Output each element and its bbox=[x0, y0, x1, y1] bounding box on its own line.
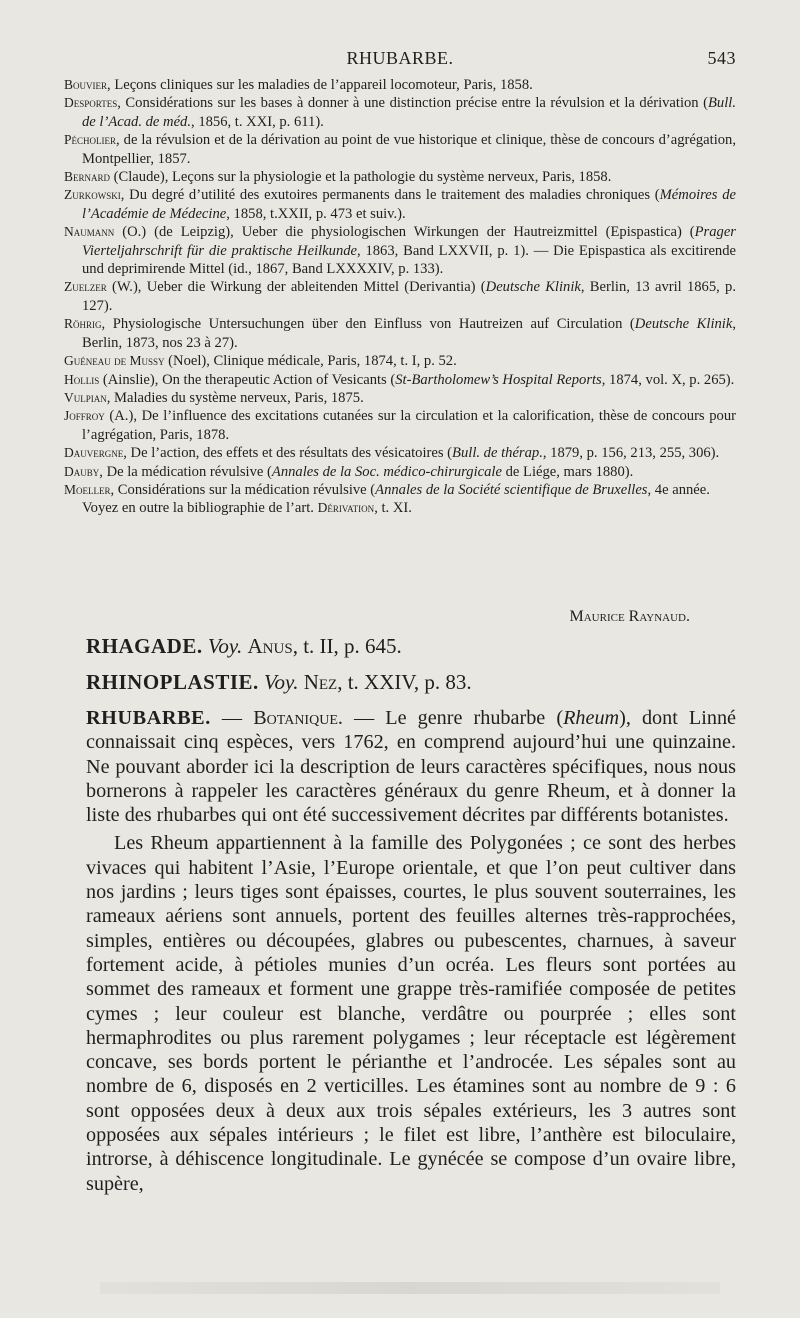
article-dash: — bbox=[210, 707, 254, 729]
cross-reference-headword: RHINOPLASTIE. bbox=[86, 670, 259, 694]
bib-text: , De la médication révulsive ( bbox=[99, 463, 272, 480]
bib-text: , 4e année. bbox=[647, 481, 710, 498]
bib-text: , Maladies du système nerveux, Paris, 1875. bbox=[106, 389, 364, 406]
bib-author: Naumann bbox=[64, 224, 115, 240]
cross-reference-location: , t. XXIV, p. 83. bbox=[337, 670, 472, 694]
bib-text: , Leçons cliniques sur les maladies de l’appareil locomoteur, Paris, 1858. bbox=[107, 77, 533, 93]
bib-journal: Deutsche Klinik bbox=[634, 316, 733, 333]
bib-author: Joffroy bbox=[64, 408, 105, 424]
cross-reference bbox=[86, 634, 402, 659]
cross-reference-location: , t. II, p. 645. bbox=[292, 634, 402, 658]
bibliography-entry bbox=[64, 407, 736, 444]
bib-author: Dauvergne bbox=[64, 445, 124, 461]
bib-journal: Annales de la Société scientifique de Bruxelles bbox=[375, 481, 648, 498]
cross-reference bbox=[86, 670, 472, 695]
bleed-through-footer bbox=[100, 1282, 720, 1294]
see-also-ref: Dérivation bbox=[317, 500, 375, 516]
running-head bbox=[0, 48, 800, 72]
bib-author: Bernard bbox=[64, 169, 111, 185]
cross-reference-headword: RHAGADE. bbox=[86, 634, 203, 658]
bib-journal: Annales de la Soc. médico-chirurgicale bbox=[271, 463, 502, 480]
bib-text: (Claude), Leçons sur la physiologie et la pathologie du système nerveux, Paris, 1858. bbox=[110, 169, 612, 186]
cross-reference-target: Anus bbox=[247, 634, 293, 658]
bib-text: , De l’action, des effets et des résultats des vésicatoires ( bbox=[123, 445, 453, 462]
bib-author: Zuelzer bbox=[64, 279, 107, 295]
bibliography bbox=[64, 76, 736, 518]
voy-label: Voy. bbox=[207, 634, 243, 658]
bib-text: , 1874, vol. X, p. 265). bbox=[601, 371, 735, 388]
bib-text: (W.), Ueber die Wirkung der ableitenden Mittel (Derivantia) ( bbox=[106, 279, 486, 296]
bib-text: , 1863, Band LXXVII, p. 1). — Die Epispastica als excitirende und deprimirende Mittel (id., 1867, Band LXXXXIV, p. 133). bbox=[82, 242, 737, 278]
bib-author: Dauby bbox=[64, 463, 100, 479]
bib-journal: Mémoires de l’Académie de Médecine bbox=[82, 187, 736, 222]
bib-text: , Considérations sur la médication révulsive ( bbox=[110, 481, 376, 498]
article-body bbox=[86, 706, 736, 1196]
bib-text: , Du degré d’utilité des exutoires permanents dans le traitement des maladies chroniques ( bbox=[120, 187, 660, 204]
bib-text: , 1856, t. XXI, p. 611). bbox=[191, 113, 324, 130]
bib-text: (A.), De l’influence des excitations cutanées sur la circulation et la calorification, thèse de concours pour l’agrégation, Paris, 1878. bbox=[82, 408, 736, 443]
article-paragraph: Les Rheum appartiennent à la famille des Polygonées ; ce sont des herbes vivaces qui habitent l’Asie, l’Europe orientale, et que l’on peut cultiver dans nos jardins ; leurs tiges sont épaisses, courtes, le plus souvent souterraines, les rameaux aériens sont annuels, portent des feuilles alternes très-rapprochées, simples, entières ou découpées, glabres ou pubescentes, charnues, à saveur fortement acide, à pétioles munies d’un ocréa. Les fleurs sont portées au sommet des rameaux et forment une grappe très-ramifiée composée de petites cymes ; leur couleur est blanche, verdâtre ou pourprée ; elles sont hermaphrodites ou plus rarement polygames ; leur réceptacle est légèrement concave, ses bords portent le périanthe et l’androcée. Les sépales sont au nombre de 6, disposés en 2 verticilles. Les étamines sont au nombre de 9 : 6 sont opposées deux à deux aux trois sépales extérieurs, les 3 autres sont opposées aux sépales intérieurs ; le filet est libre, l’anthère est biloculaire, introrse, à déhiscence longitudinale. Le gynécée se compose d’un ovaire libre, supère, bbox=[86, 832, 736, 1195]
bibliography-entry bbox=[64, 76, 736, 94]
bib-author: Vulpian bbox=[64, 389, 107, 405]
genus-name: Rheum bbox=[563, 707, 620, 729]
bibliography-entry bbox=[64, 168, 736, 186]
bib-journal: St-Bartholomew’s Hospital Reports bbox=[395, 371, 602, 388]
bibliography-entry bbox=[64, 444, 736, 462]
voy-label: Voy. bbox=[264, 670, 299, 694]
section-label: Botanique bbox=[253, 707, 338, 729]
bib-author: Bouvier bbox=[64, 77, 108, 92]
bib-text: , 1879, p. 156, 213, 255, 306). bbox=[542, 445, 720, 462]
article-text: . — Le genre rhubarbe ( bbox=[337, 707, 564, 729]
see-also-note bbox=[64, 499, 736, 517]
bib-text: (O.) (de Leipzig), Ueber die physiologischen Wirkungen der Hautreizmittel (Epispastica) ( bbox=[114, 224, 695, 241]
bibliography-entry bbox=[64, 389, 736, 407]
bib-text: , 1858, t.XXII, p. 473 et suiv.). bbox=[226, 205, 406, 222]
bib-journal: Prager Vierteljahrschrift für die praktische Heilkunde bbox=[82, 224, 736, 259]
page-number: 543 bbox=[707, 48, 736, 68]
bib-author: Röhrig bbox=[64, 316, 102, 332]
bib-text: (Ainslie), On the therapeutic Action of Vesicants ( bbox=[99, 371, 396, 388]
bib-journal: Deutsche Klinik bbox=[485, 279, 581, 296]
bibliography-entry bbox=[64, 186, 736, 223]
bibliography-entry bbox=[64, 94, 736, 131]
bib-journal: Bull. de thérap. bbox=[452, 445, 543, 462]
bib-text: , Berlin, 13 avril 1865, p. 127). bbox=[82, 279, 736, 314]
see-also-text: , t. XI. bbox=[374, 500, 412, 517]
bib-author: Moeller bbox=[64, 481, 111, 497]
article-headword: RHUBARBE. bbox=[86, 707, 211, 729]
bib-text: de Liége, mars 1880). bbox=[501, 463, 634, 480]
bib-text: (Noel), Clinique médicale, Paris, 1874, t. I, p. 52. bbox=[164, 353, 457, 370]
see-also-text: Voyez en outre la bibliographie de l’art. bbox=[82, 500, 318, 517]
bib-author: Pécholier bbox=[64, 132, 117, 148]
author-signature: Maurice Raynaud. bbox=[569, 608, 690, 625]
running-title: RHUBARBE. bbox=[346, 48, 454, 68]
bib-author: Desportes bbox=[64, 95, 118, 111]
bib-text: , Physiologische Untersuchungen über den Einfluss von Hautreizen auf Circulation ( bbox=[101, 316, 635, 333]
bib-text: , Berlin, 1873, nos 23 à 27). bbox=[82, 316, 736, 351]
bibliography-entry bbox=[64, 278, 736, 315]
bibliography-entry bbox=[64, 481, 736, 499]
bibliography-entry bbox=[64, 131, 736, 168]
bib-author: Hollis bbox=[64, 371, 100, 387]
bibliography-entry bbox=[64, 371, 736, 389]
bib-author: Zurkowski bbox=[64, 187, 121, 203]
bibliography-entry bbox=[64, 463, 736, 481]
bib-author: Guéneau de Mussy bbox=[64, 353, 165, 369]
article-text: ), dont Linné connaissait cinq espèces, vers 1762, en comprend aujourd’hui une quinzaine. Ne pouvant aborder ici la description de leurs caractères spécifiques, nous nous bornerons à rappeler les caractères généraux du genre Rheum, et à donner la liste des rhubarbes qui ont été successivement décrites par différents botanistes. bbox=[86, 707, 737, 827]
bibliography-entry bbox=[64, 223, 736, 278]
bib-text: , Considérations sur les bases à donner à une distinction précise entre la révulsion et la dérivation ( bbox=[117, 95, 709, 112]
bib-journal: Bull. de l’Acad. de méd. bbox=[82, 95, 736, 130]
bibliography-entry bbox=[64, 315, 736, 352]
article-paragraph bbox=[86, 706, 736, 827]
bib-text: , de la révulsion et de la dérivation au point de vue historique et clinique, thèse de concours d’agrégation, Montpellier, 1857. bbox=[82, 132, 736, 167]
bibliography-entry bbox=[64, 352, 736, 370]
cross-reference-target: Nez bbox=[303, 670, 338, 694]
